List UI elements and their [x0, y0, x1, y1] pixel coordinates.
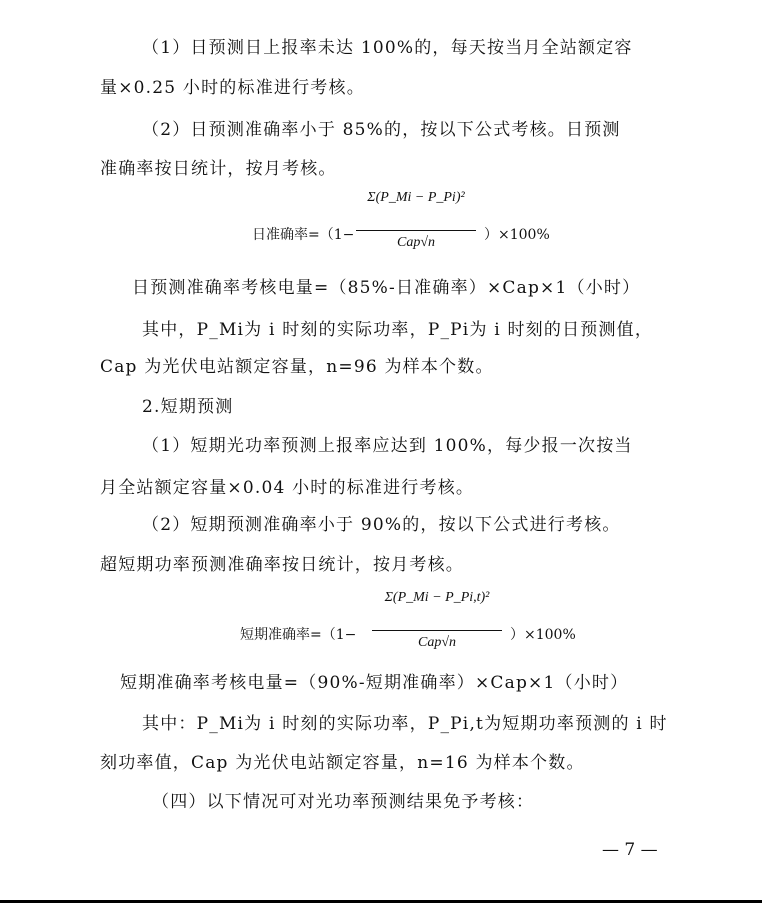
para-1-line-1: （1）日预测日上报率未达 100%的，每天按当月全站额定容 — [142, 38, 633, 58]
formula-2-fraction-bar — [372, 630, 502, 631]
formula-short-term-accuracy — [240, 590, 580, 660]
formula-1-fraction-bar — [356, 230, 476, 231]
explanation-2-line-1: 其中：P_Mi为 i 时刻的实际功率，P_Pi,t为短期功率预测的 i 时 — [142, 714, 668, 734]
short-term-para-1-line-2: 月全站额定容量×0.04 小时的标准进行考核。 — [100, 478, 475, 498]
para-2-line-1: （2）日预测准确率小于 85%的，按以下公式考核。日预测 — [142, 120, 621, 140]
page-number: — 7 — — [602, 840, 658, 860]
para-1-line-2: 量×0.25 小时的标准进行考核。 — [100, 78, 365, 98]
section-heading-exemptions: （四）以下情况可对光功率预测结果免予考核： — [152, 792, 535, 812]
formula-daily-accuracy — [252, 190, 572, 260]
formula-1-label: 日准确率=（1− — [252, 227, 355, 243]
section-heading-short-term: 2.短期预测 — [142, 397, 234, 417]
short-term-assessment-energy: 短期准确率考核电量=（90%-短期准确率）×Cap×1（小时） — [120, 673, 629, 693]
explanation-1-line-1: 其中，P_Mi为 i 时刻的实际功率，P_Pi为 i 时刻的日预测值， — [142, 320, 654, 340]
daily-assessment-energy: 日预测准确率考核电量=（85%-日准确率）×Cap×1（小时） — [132, 278, 641, 298]
explanation-2-line-2: 刻功率值，Cap 为光伏电站额定容量，n=16 为样本个数。 — [100, 753, 585, 773]
formula-1-denominator: Cap√n — [396, 235, 436, 250]
formula-2-label: 短期准确率=（1− — [240, 627, 357, 643]
para-2-line-2: 准确率按日统计，按月考核。 — [100, 159, 337, 179]
short-term-para-2-line-1: （2）短期预测准确率小于 90%的，按以下公式进行考核。 — [142, 515, 621, 535]
short-term-para-2-line-2: 超短期功率预测准确率按日统计，按月考核。 — [100, 555, 464, 575]
formula-2-denominator: Cap√n — [417, 635, 457, 650]
formula-2-tail: ）×100% — [510, 627, 576, 643]
explanation-1-line-2: Cap 为光伏电站额定容量，n=96 为样本个数。 — [100, 357, 494, 377]
formula-2-numerator: Σ(P_Mi − P_Pi,t)² — [384, 590, 490, 605]
formula-1-numerator: Σ(P_Mi − P_Pi)² — [367, 190, 465, 205]
formula-1-tail: ）×100% — [484, 227, 550, 243]
short-term-para-1-line-1: （1）短期光功率预测上报率应达到 100%，每少报一次按当 — [142, 436, 633, 456]
